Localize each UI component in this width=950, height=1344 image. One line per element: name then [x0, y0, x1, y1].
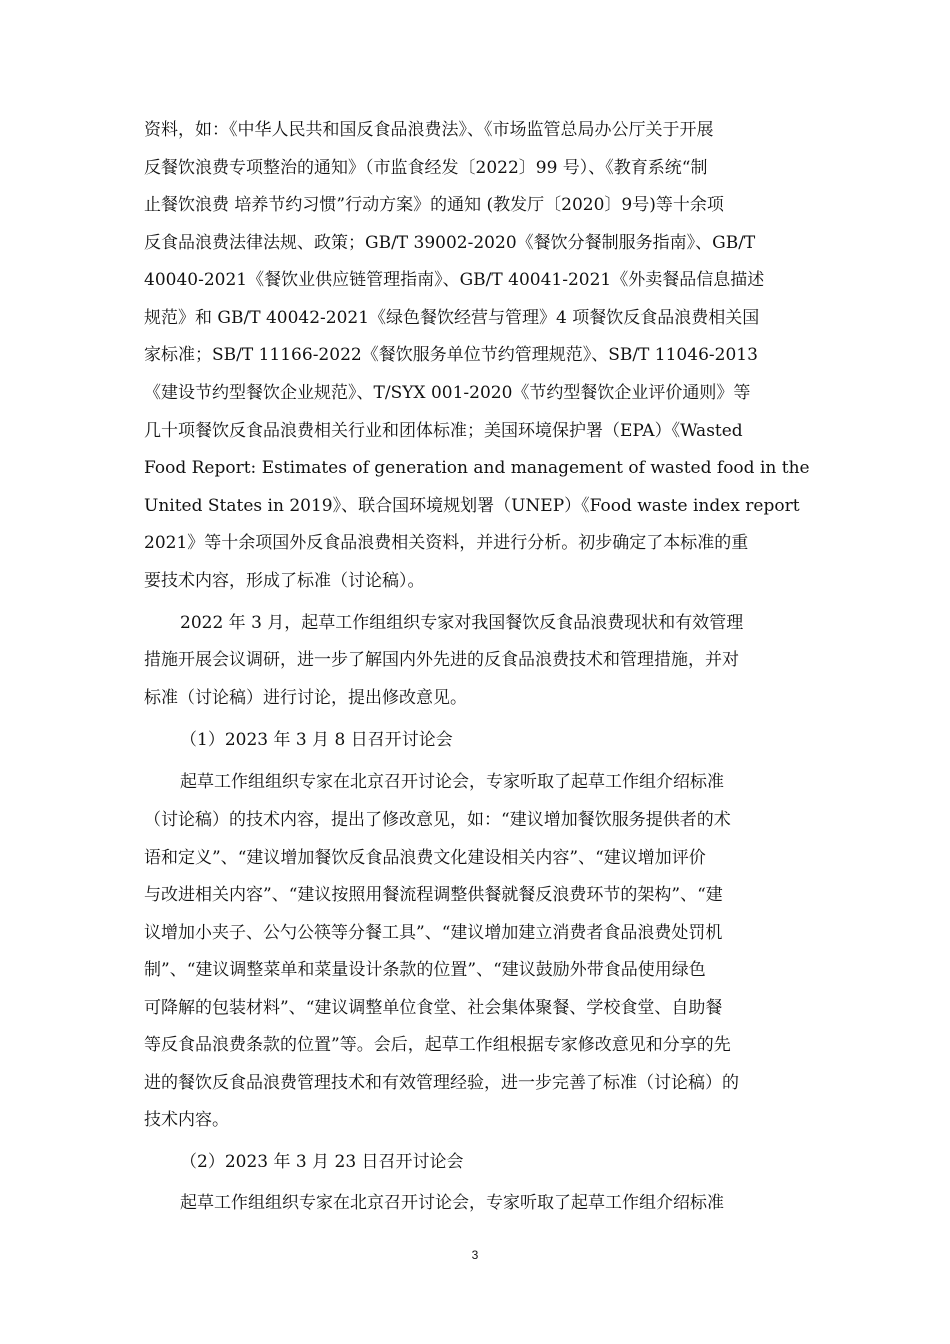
text-line: 进的餐饮反食品浪费管理技术和有效管理经验，进一步完善了标准（讨论稿）的 — [144, 1073, 739, 1093]
text-line: 家标准；SB/T 11166-2022《餐饮服务单位节约管理规范》、SB/T 11046-2013 — [144, 345, 758, 365]
section-heading: （2）2023 年 3 月 23 日召开讨论会 — [180, 1152, 464, 1172]
paragraph-first-line: 2022 年 3 月，起草工作组组织专家对我国餐饮反食品浪费现状和有效管理 — [180, 613, 744, 633]
text-line: United States in 2019》、联合国环境规划署（UNEP）《Food waste index report — [144, 496, 800, 516]
text-line: 规范》和 GB/T 40042-2021《绿色餐饮经营与管理》4 项餐饮反食品浪费相关国 — [144, 308, 760, 328]
section-heading: （1）2023 年 3 月 8 日召开讨论会 — [180, 730, 453, 750]
text-line: 反餐饮浪费专项整治的通知》（市监食经发〔2022〕99 号）、《教育系统“制 — [144, 158, 708, 178]
text-line: 止餐饮浪费 培养节约习惯”行动方案》的通知 (教发厅〔2020〕9号)等十余项 — [144, 195, 724, 215]
text-line: 标准（讨论稿）进行讨论，提出修改意见。 — [144, 688, 467, 708]
text-line: 资料，如：《中华人民共和国反食品浪费法》、《市场监管总局办公厅关于开展 — [144, 120, 714, 140]
text-line: 《建设节约型餐饮企业规范》、T/SYX 001-2020《节约型餐饮企业评价通则》等 — [144, 383, 751, 403]
text-line: 制”、“建议调整菜单和菜量设计条款的位置”、“建议鼓励外带食品使用绿色 — [144, 960, 706, 980]
text-line: 2021》等十余项国外反食品浪费相关资料，并进行分析。初步确定了本标准的重 — [144, 533, 749, 553]
text-line: 议增加小夹子、公勺公筷等分餐工具”、“建议增加建立消费者食品浪费处罚机 — [144, 923, 723, 943]
text-line: 等反食品浪费条款的位置”等。会后，起草工作组根据专家修改意见和分享的先 — [144, 1035, 731, 1055]
text-line: 语和定义”、“建议增加餐饮反食品浪费文化建设相关内容”、“建议增加评价 — [144, 848, 706, 868]
text-line: 40040-2021《餐饮业供应链管理指南》、GB/T 40041-2021《外卖餐品信息描述 — [144, 270, 765, 290]
text-line: 可降解的包装材料”、“建议调整单位食堂、社会集体聚餐、学校食堂、自助餐 — [144, 998, 723, 1018]
text-line: 要技术内容，形成了标准（讨论稿）。 — [144, 571, 425, 591]
text-line: 反食品浪费法律法规、政策；GB/T 39002-2020《餐饮分餐制服务指南》、GB/T — [144, 233, 756, 253]
page-number: 3 — [471, 1248, 479, 1262]
paragraph-first-line: 起草工作组组织专家在北京召开讨论会，专家听取了起草工作组介绍标准 — [180, 1193, 724, 1213]
text-line: 技术内容。 — [144, 1110, 229, 1130]
text-line: 与改进相关内容”、“建议按照用餐流程调整供餐就餐反浪费环节的架构”、“建 — [144, 885, 723, 905]
text-line: 措施开展会议调研，进一步了解国内外先进的反食品浪费技术和管理措施，并对 — [144, 650, 739, 670]
paragraph-first-line: 起草工作组组织专家在北京召开讨论会，专家听取了起草工作组介绍标准 — [180, 772, 724, 792]
text-line: 几十项餐饮反食品浪费相关行业和团体标准；美国环境保护署（EPA）《Wasted — [144, 421, 743, 441]
text-line: （讨论稿）的技术内容，提出了修改意见，如：“建议增加餐饮服务提供者的术 — [144, 810, 731, 830]
text-line: Food Report: Estimates of generation and management of wasted food in the — [144, 458, 810, 478]
